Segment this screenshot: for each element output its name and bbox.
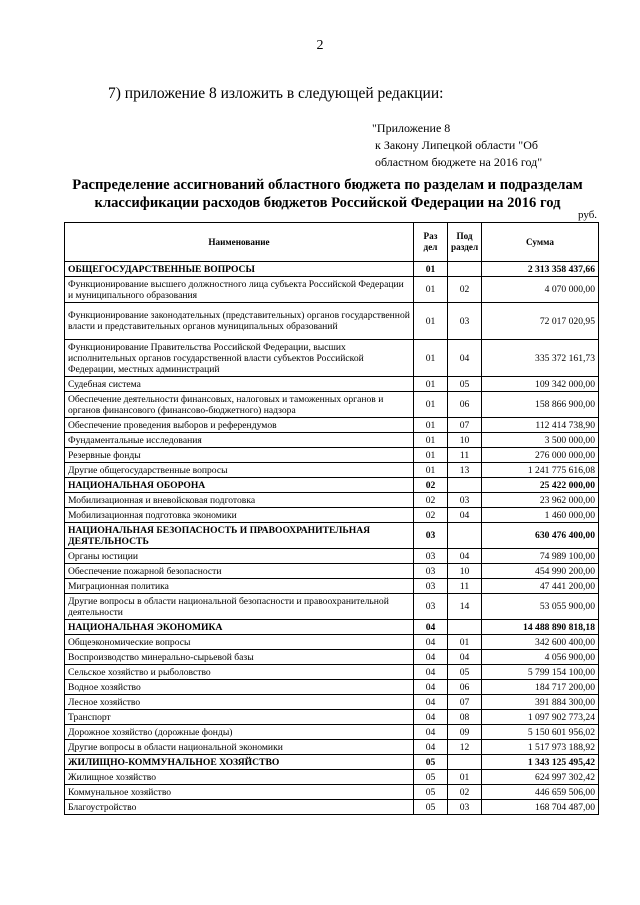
- row-section-code: 01: [414, 377, 448, 392]
- row-subsection-code: 03: [448, 493, 482, 508]
- row-name: Фундаментальные исследования: [65, 433, 414, 448]
- row-subsection-code: 11: [448, 448, 482, 463]
- budget-table: [64, 222, 599, 815]
- row-subsection-code: 04: [448, 340, 482, 377]
- section-total-row: [65, 620, 599, 635]
- row-amount: 391 884 300,00: [482, 695, 599, 710]
- row-subsection-code: 02: [448, 277, 482, 303]
- row-section-code: 02: [414, 493, 448, 508]
- row-section-code: 01: [414, 392, 448, 418]
- section-total-row: [65, 523, 599, 549]
- table-header-row: [65, 223, 599, 262]
- row-section-code: 03: [414, 564, 448, 579]
- row-section-code: 04: [414, 635, 448, 650]
- row-subsection-code: 11: [448, 579, 482, 594]
- table-row: [65, 418, 599, 433]
- row-subsection-code: 12: [448, 740, 482, 755]
- row-subsection-code: 01: [448, 770, 482, 785]
- row-amount: 72 017 020,95: [482, 303, 599, 340]
- table-row: [65, 695, 599, 710]
- row-section-code: 05: [414, 770, 448, 785]
- row-amount: 5 799 154 100,00: [482, 665, 599, 680]
- row-name: Органы юстиции: [65, 549, 414, 564]
- row-amount: 53 055 900,00: [482, 594, 599, 620]
- table-row: [65, 785, 599, 800]
- row-section-code: 04: [414, 710, 448, 725]
- row-amount: 2 313 358 437,66: [482, 262, 599, 277]
- table-row: [65, 650, 599, 665]
- row-name: Резервные фонды: [65, 448, 414, 463]
- row-subsection-code: [448, 478, 482, 493]
- row-section-code: 04: [414, 665, 448, 680]
- row-subsection-code: 14: [448, 594, 482, 620]
- row-subsection-code: 01: [448, 635, 482, 650]
- document-title-line-1: Распределение ассигнований областного бюджета по разделам и подразделам: [72, 177, 583, 193]
- table-row: [65, 579, 599, 594]
- table-row: [65, 564, 599, 579]
- row-section-code: 01: [414, 262, 448, 277]
- row-section-code: 04: [414, 740, 448, 755]
- table-row: [65, 303, 599, 340]
- row-name: НАЦИОНАЛЬНАЯ БЕЗОПАСНОСТЬ И ПРАВООХРАНИТЕЛЬНАЯ ДЕЯТЕЛЬНОСТЬ: [65, 523, 414, 549]
- table-row: [65, 377, 599, 392]
- row-subsection-code: 07: [448, 418, 482, 433]
- row-section-code: 02: [414, 508, 448, 523]
- table-row: [65, 770, 599, 785]
- table-row: [65, 594, 599, 620]
- table-row: [65, 740, 599, 755]
- row-name: Другие общегосударственные вопросы: [65, 463, 414, 478]
- row-name: Обеспечение пожарной безопасности: [65, 564, 414, 579]
- row-amount: 1 517 973 188,92: [482, 740, 599, 755]
- page-number: 2: [316, 38, 324, 53]
- row-amount: 276 000 000,00: [482, 448, 599, 463]
- row-amount: 1 460 000,00: [482, 508, 599, 523]
- row-name: Лесное хозяйство: [65, 695, 414, 710]
- row-subsection-code: 05: [448, 377, 482, 392]
- row-subsection-code: 04: [448, 549, 482, 564]
- row-section-code: 04: [414, 725, 448, 740]
- row-amount: 168 704 487,00: [482, 800, 599, 815]
- row-name: Водное хозяйство: [65, 680, 414, 695]
- row-amount: 109 342 000,00: [482, 377, 599, 392]
- row-name: Воспроизводство минерально-сырьевой базы: [65, 650, 414, 665]
- row-amount: 47 441 200,00: [482, 579, 599, 594]
- section-total-row: [65, 755, 599, 770]
- row-amount: 184 717 200,00: [482, 680, 599, 695]
- annex-line-3: областном бюджете на 2016 год": [375, 155, 543, 169]
- row-subsection-code: [448, 262, 482, 277]
- header-subsection: Под раздел: [448, 223, 482, 262]
- row-section-code: 03: [414, 579, 448, 594]
- document-title: [40, 176, 615, 212]
- table-row: [65, 725, 599, 740]
- row-subsection-code: 05: [448, 665, 482, 680]
- row-name: Функционирование законодательных (представительных) органов государственной власти и представительных органов муниципальных образований: [65, 303, 414, 340]
- document-title-line-2: классификации расходов бюджетов Российской Федерации на 2016 год: [94, 195, 561, 211]
- row-section-code: 01: [414, 418, 448, 433]
- row-amount: 158 866 900,00: [482, 392, 599, 418]
- row-subsection-code: [448, 523, 482, 549]
- row-amount: 3 500 000,00: [482, 433, 599, 448]
- annex-line-2: к Закону Липецкой области "Об: [375, 138, 538, 152]
- row-name: Транспорт: [65, 710, 414, 725]
- row-subsection-code: 04: [448, 508, 482, 523]
- row-amount: 74 989 100,00: [482, 549, 599, 564]
- row-subsection-code: 06: [448, 392, 482, 418]
- section-total-row: [65, 262, 599, 277]
- row-name: Обеспечение деятельности финансовых, налоговых и таможенных органов и органов финансового (финансово-бюджетного) надзора: [65, 392, 414, 418]
- row-name: Коммунальное хозяйство: [65, 785, 414, 800]
- row-section-code: 04: [414, 680, 448, 695]
- row-amount: 25 422 000,00: [482, 478, 599, 493]
- row-subsection-code: 03: [448, 800, 482, 815]
- row-subsection-code: 10: [448, 433, 482, 448]
- row-name: Дорожное хозяйство (дорожные фонды): [65, 725, 414, 740]
- annex-reference: [372, 120, 542, 171]
- row-name: Судебная система: [65, 377, 414, 392]
- row-name: ЖИЛИЩНО-КОММУНАЛЬНОЕ ХОЗЯЙСТВО: [65, 755, 414, 770]
- row-amount: 14 488 890 818,18: [482, 620, 599, 635]
- row-section-code: 01: [414, 463, 448, 478]
- table-row: [65, 549, 599, 564]
- table-row: [65, 277, 599, 303]
- row-subsection-code: 03: [448, 303, 482, 340]
- row-subsection-code: 08: [448, 710, 482, 725]
- table-row: [65, 448, 599, 463]
- row-amount: 112 414 738,90: [482, 418, 599, 433]
- table-row: [65, 800, 599, 815]
- row-amount: 1 343 125 495,42: [482, 755, 599, 770]
- row-name: Функционирование высшего должностного лица субъекта Российской Федерации и муниципального образования: [65, 277, 414, 303]
- row-section-code: 05: [414, 755, 448, 770]
- row-amount: 335 372 161,73: [482, 340, 599, 377]
- row-subsection-code: 04: [448, 650, 482, 665]
- table-row: [65, 340, 599, 377]
- row-name: Функционирование Правительства Российской Федерации, высших исполнительных органов государственной власти субъектов Российской Федерации, местных администраций: [65, 340, 414, 377]
- row-name: Сельское хозяйство и рыболовство: [65, 665, 414, 680]
- row-section-code: 05: [414, 800, 448, 815]
- row-section-code: 01: [414, 277, 448, 303]
- row-name: Благоустройство: [65, 800, 414, 815]
- row-section-code: 03: [414, 549, 448, 564]
- row-amount: 624 997 302,42: [482, 770, 599, 785]
- row-name: Обеспечение проведения выборов и референдумов: [65, 418, 414, 433]
- header-section: Раз дел: [414, 223, 448, 262]
- table-row: [65, 710, 599, 725]
- row-name: Миграционная политика: [65, 579, 414, 594]
- row-subsection-code: [448, 620, 482, 635]
- row-subsection-code: 07: [448, 695, 482, 710]
- currency-unit: руб.: [578, 209, 598, 221]
- table-row: [65, 463, 599, 478]
- amendment-intro: 7) приложение 8 изложить в следующей редакции:: [108, 85, 444, 102]
- row-section-code: 01: [414, 433, 448, 448]
- table-row: [65, 392, 599, 418]
- row-amount: 1 097 902 773,24: [482, 710, 599, 725]
- row-section-code: 01: [414, 448, 448, 463]
- row-name: Другие вопросы в области национальной экономики: [65, 740, 414, 755]
- table-row: [65, 433, 599, 448]
- row-section-code: 04: [414, 620, 448, 635]
- table-row: [65, 680, 599, 695]
- row-name: ОБЩЕГОСУДАРСТВЕННЫЕ ВОПРОСЫ: [65, 262, 414, 277]
- row-name: Общеэкономические вопросы: [65, 635, 414, 650]
- row-name: НАЦИОНАЛЬНАЯ ЭКОНОМИКА: [65, 620, 414, 635]
- row-subsection-code: 09: [448, 725, 482, 740]
- row-amount: 4 070 000,00: [482, 277, 599, 303]
- header-name: Наименование: [65, 223, 414, 262]
- row-section-code: 04: [414, 650, 448, 665]
- row-name: Другие вопросы в области национальной безопасности и правоохранительной деятельности: [65, 594, 414, 620]
- row-amount: 4 056 900,00: [482, 650, 599, 665]
- row-amount: 342 600 400,00: [482, 635, 599, 650]
- row-section-code: 03: [414, 523, 448, 549]
- row-amount: 446 659 506,00: [482, 785, 599, 800]
- row-name: НАЦИОНАЛЬНАЯ ОБОРОНА: [65, 478, 414, 493]
- row-section-code: 05: [414, 785, 448, 800]
- row-subsection-code: 02: [448, 785, 482, 800]
- row-section-code: 03: [414, 594, 448, 620]
- section-total-row: [65, 478, 599, 493]
- row-amount: 1 241 775 616,08: [482, 463, 599, 478]
- row-amount: 630 476 400,00: [482, 523, 599, 549]
- row-subsection-code: [448, 755, 482, 770]
- row-section-code: 04: [414, 695, 448, 710]
- row-subsection-code: 06: [448, 680, 482, 695]
- table-row: [65, 635, 599, 650]
- table-row: [65, 508, 599, 523]
- budget-table-body: [65, 262, 599, 815]
- row-section-code: 01: [414, 303, 448, 340]
- header-amount: Сумма: [482, 223, 599, 262]
- annex-line-1: "Приложение 8: [372, 121, 451, 135]
- row-section-code: 02: [414, 478, 448, 493]
- row-name: Мобилизационная и вневойсковая подготовка: [65, 493, 414, 508]
- row-name: Жилищное хозяйство: [65, 770, 414, 785]
- row-subsection-code: 10: [448, 564, 482, 579]
- row-amount: 23 962 000,00: [482, 493, 599, 508]
- row-name: Мобилизационная подготовка экономики: [65, 508, 414, 523]
- row-amount: 454 990 200,00: [482, 564, 599, 579]
- table-row: [65, 493, 599, 508]
- table-row: [65, 665, 599, 680]
- row-subsection-code: 13: [448, 463, 482, 478]
- row-section-code: 01: [414, 340, 448, 377]
- row-amount: 5 150 601 956,02: [482, 725, 599, 740]
